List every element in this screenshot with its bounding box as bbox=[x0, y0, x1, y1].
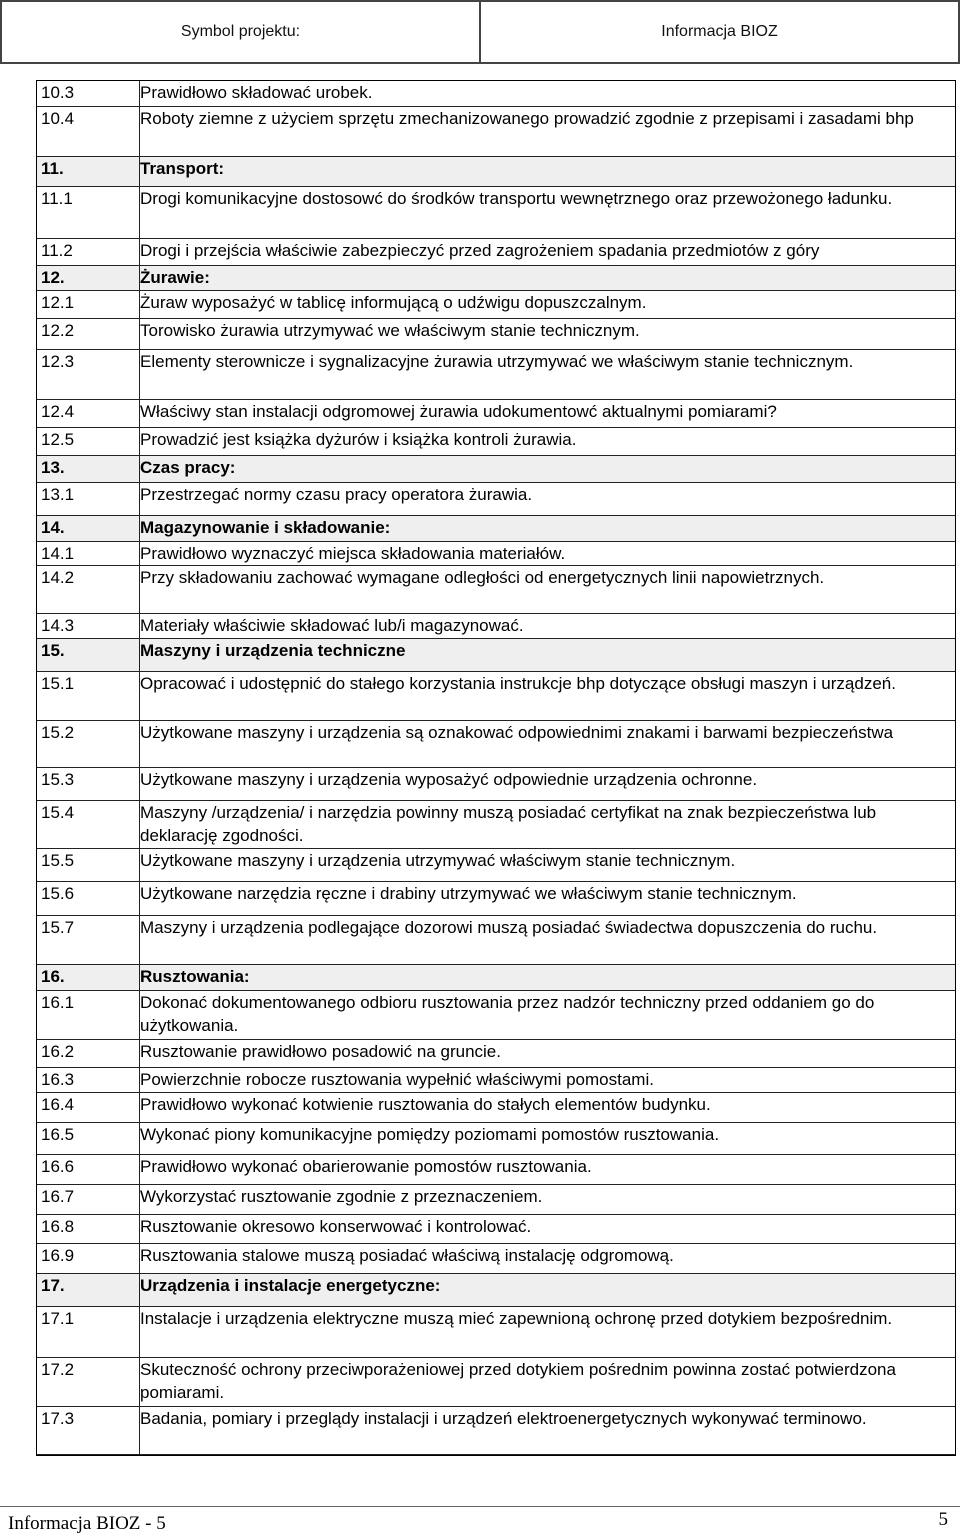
item-text: Skuteczność ochrony przeciwporażeniowej przed dotykiem pośrednim powinna zostać potwierdzona pomiarami. bbox=[140, 1360, 896, 1402]
item-number: 16.4 bbox=[41, 1095, 75, 1114]
table-row bbox=[37, 768, 955, 801]
item-number: 17.2 bbox=[41, 1360, 75, 1379]
item-text: Magazynowanie i składowanie: bbox=[140, 518, 391, 537]
item-text: Elementy sterownicze i sygnalizacyjne żurawia utrzymywać we właściwym stanie technicznym. bbox=[140, 352, 854, 371]
section-header-row bbox=[37, 157, 955, 187]
item-text: Maszyny i urządzenia techniczne bbox=[140, 641, 406, 660]
item-text: Wykonać piony komunikacyjne pomiędzy poziomami pomostów rusztowania. bbox=[140, 1125, 720, 1144]
item-text: Rusztowanie prawidłowo posadowić na gruncie. bbox=[140, 1042, 501, 1061]
item-number: 17. bbox=[41, 1276, 65, 1295]
item-text: Właściwy stan instalacji odgromowej żurawia udokumentowć aktualnymi pomiarami? bbox=[140, 402, 777, 421]
document-title: Informacja BIOZ bbox=[661, 23, 778, 40]
column-divider bbox=[139, 801, 140, 848]
table-row bbox=[37, 1155, 955, 1185]
item-number: 16.6 bbox=[41, 1157, 75, 1176]
column-divider bbox=[139, 1093, 140, 1122]
item-number: 15.3 bbox=[41, 770, 75, 789]
table-row bbox=[37, 291, 955, 319]
column-divider bbox=[139, 639, 140, 671]
item-number: 13.1 bbox=[41, 485, 75, 504]
item-number: 12.2 bbox=[41, 321, 75, 340]
table-row bbox=[37, 991, 955, 1040]
item-text: Drogi i przejścia właściwie zabezpieczyć przed zagrożeniem spadania przedmiotów z góry bbox=[140, 241, 820, 260]
column-divider bbox=[139, 965, 140, 990]
item-text: Prowadzić jest książka dyżurów i książka kontroli żurawia. bbox=[140, 430, 577, 449]
column-divider bbox=[139, 291, 140, 318]
section-header-row bbox=[37, 639, 955, 672]
item-number: 14.3 bbox=[41, 616, 75, 635]
column-divider bbox=[139, 428, 140, 455]
item-text: Instalacje i urządzenia elektryczne muszą mieć zapewnioną ochronę przed dotykiem bezpośrednim. bbox=[140, 1309, 893, 1328]
item-number: 15.1 bbox=[41, 674, 75, 693]
column-divider bbox=[139, 239, 140, 265]
section-header-row bbox=[37, 965, 955, 991]
column-divider bbox=[139, 81, 140, 106]
item-number: 13. bbox=[41, 458, 65, 477]
item-text: Żuraw wyposażyć w tablicę informującą o udźwigu dopuszczalnym. bbox=[140, 293, 647, 312]
item-number: 17.1 bbox=[41, 1309, 75, 1328]
item-text: Użytkowane maszyny i urządzenia wyposażyć odpowiednie urządzenia ochronne. bbox=[140, 770, 758, 789]
item-text: Prawidłowo wykonać obarierowanie pomostów rusztowania. bbox=[140, 1157, 592, 1176]
column-divider bbox=[139, 882, 140, 915]
item-number: 16.2 bbox=[41, 1042, 75, 1061]
table-row bbox=[37, 187, 955, 239]
item-text: Dokonać dokumentowanego odbioru rusztowania przez nadzór techniczny przed oddaniem go do użytkowania. bbox=[140, 993, 875, 1035]
project-symbol-cell bbox=[0, 0, 481, 64]
item-number: 12. bbox=[41, 268, 65, 287]
item-number: 12.5 bbox=[41, 430, 75, 449]
item-text: Materiały właściwie składować lub/i magazynować. bbox=[140, 616, 524, 635]
section-header-row bbox=[37, 516, 955, 542]
column-divider bbox=[139, 1155, 140, 1184]
table-row bbox=[37, 1068, 955, 1093]
item-text: Maszyny i urządzenia podlegające dozorowi muszą posiadać świadectwa dopuszczenia do ruchu. bbox=[140, 918, 878, 937]
column-divider bbox=[139, 768, 140, 800]
footer-doc-label: Informacja BIOZ - 5 bbox=[8, 1513, 166, 1534]
table-row bbox=[37, 350, 955, 400]
item-text: Roboty ziemne z użyciem sprzętu zmechanizowanego prowadzić zgodnie z przepisami i zasadami bhp bbox=[140, 109, 914, 128]
table-row bbox=[37, 1185, 955, 1215]
item-number: 14.1 bbox=[41, 544, 75, 563]
item-number: 11.2 bbox=[41, 241, 73, 260]
table-row bbox=[37, 882, 955, 916]
column-divider bbox=[139, 614, 140, 638]
item-number: 16.8 bbox=[41, 1217, 75, 1236]
item-number: 15.5 bbox=[41, 851, 75, 870]
column-divider bbox=[139, 849, 140, 881]
column-divider bbox=[139, 187, 140, 238]
item-text: Transport: bbox=[140, 159, 225, 178]
column-divider bbox=[139, 1068, 140, 1092]
table-row bbox=[37, 1040, 955, 1068]
table-row bbox=[37, 1407, 955, 1455]
item-text: Powierzchnie robocze rusztowania wypełnić właściwymi pomostami. bbox=[140, 1070, 654, 1089]
safety-requirements-table bbox=[36, 80, 956, 1456]
item-text: Użytkowane narzędzia ręczne i drabiny utrzymywać we właściwym stanie technicznym. bbox=[140, 884, 797, 903]
column-divider bbox=[139, 542, 140, 565]
item-number: 16.3 bbox=[41, 1070, 75, 1089]
page-header bbox=[0, 0, 960, 64]
table-row bbox=[37, 1123, 955, 1155]
item-text: Przy składowaniu zachować wymagane odległości od energetycznych linii napowietrznych. bbox=[140, 568, 825, 587]
item-text: Czas pracy: bbox=[140, 458, 236, 477]
item-text: Urządzenia i instalacje energetyczne: bbox=[140, 1276, 441, 1295]
column-divider bbox=[139, 1215, 140, 1243]
item-number: 15.7 bbox=[41, 918, 75, 937]
item-number: 16.9 bbox=[41, 1246, 75, 1265]
section-header-row bbox=[37, 1274, 955, 1307]
footer-page-number: 5 bbox=[938, 1509, 948, 1530]
item-number: 16.1 bbox=[41, 993, 75, 1012]
item-number: 16.7 bbox=[41, 1187, 75, 1206]
table-row bbox=[37, 566, 955, 614]
item-text: Rusztowania stalowe muszą posiadać właściwą instalację odgromową. bbox=[140, 1246, 674, 1265]
item-text: Torowisko żurawia utrzymywać we właściwym stanie technicznym. bbox=[140, 321, 640, 340]
item-number: 10.3 bbox=[41, 83, 75, 102]
item-number: 14.2 bbox=[41, 568, 75, 587]
column-divider bbox=[139, 350, 140, 399]
item-number: 12.3 bbox=[41, 352, 75, 371]
column-divider bbox=[139, 916, 140, 964]
column-divider bbox=[139, 1358, 140, 1406]
column-divider bbox=[139, 1307, 140, 1357]
table-row bbox=[37, 801, 955, 849]
column-divider bbox=[139, 483, 140, 515]
item-text: Badania, pomiary i przeglądy instalacji i urządzeń elektroenergetycznych wykonywać terminowo. bbox=[140, 1409, 867, 1428]
table-row bbox=[37, 672, 955, 721]
project-symbol-label: Symbol projektu: bbox=[180, 23, 301, 40]
column-divider bbox=[139, 1123, 140, 1154]
footer-rule bbox=[0, 1506, 960, 1507]
column-divider bbox=[139, 672, 140, 720]
column-divider bbox=[139, 1040, 140, 1067]
item-text: Przestrzegać normy czasu pracy operatora żurawia. bbox=[140, 485, 533, 504]
item-number: 16.5 bbox=[41, 1125, 75, 1144]
table-row bbox=[37, 849, 955, 882]
table-row bbox=[37, 542, 955, 566]
item-number: 17.3 bbox=[41, 1409, 75, 1428]
table-row bbox=[37, 1215, 955, 1244]
column-divider bbox=[139, 516, 140, 541]
table-row bbox=[37, 81, 955, 107]
column-divider bbox=[139, 400, 140, 427]
column-divider bbox=[139, 1407, 140, 1454]
column-divider bbox=[139, 1185, 140, 1214]
table-row bbox=[37, 614, 955, 639]
item-text: Prawidłowo wyznaczyć miejsca składowania materiałów. bbox=[140, 544, 566, 563]
item-number: 15.6 bbox=[41, 884, 75, 903]
table-row bbox=[37, 400, 955, 428]
item-number: 14. bbox=[41, 518, 65, 537]
item-text: Maszyny /urządzenia/ i narzędzia powinny muszą posiadać certyfikat na znak bezpieczeństwa lub deklarację zgodności. bbox=[140, 803, 877, 845]
item-number: 12.1 bbox=[41, 293, 75, 312]
column-divider bbox=[139, 1244, 140, 1273]
table-row bbox=[37, 1093, 955, 1123]
item-text: Rusztowanie okresowo konserwować i kontrolować. bbox=[140, 1217, 532, 1236]
section-header-row bbox=[37, 266, 955, 291]
item-text: Rusztowania: bbox=[140, 967, 250, 986]
item-number: 11. bbox=[41, 159, 64, 178]
table-row bbox=[37, 1244, 955, 1274]
column-divider bbox=[139, 721, 140, 767]
item-text: Użytkowane maszyny i urządzenia są oznakować odpowiednimi znakami i barwami bezpieczeństwa bbox=[140, 723, 894, 742]
item-text: Opracować i udostępnić do stałego korzystania instrukcje bhp dotyczące obsługi maszyn i urządzeń. bbox=[140, 674, 896, 693]
table-row bbox=[37, 916, 955, 965]
item-text: Użytkowane maszyny i urządzenia utrzymywać właściwym stanie technicznym. bbox=[140, 851, 736, 870]
column-divider bbox=[139, 107, 140, 156]
section-header-row bbox=[37, 456, 955, 483]
table-row bbox=[37, 1358, 955, 1407]
item-number: 10.4 bbox=[41, 109, 75, 128]
item-text: Drogi komunikacyjne dostosowć do środków transportu wewnętrznego oraz przewożonego ładunku. bbox=[140, 189, 893, 208]
item-number: 15.2 bbox=[41, 723, 75, 742]
item-text: Prawidłowo składować urobek. bbox=[140, 83, 373, 102]
item-number: 12.4 bbox=[41, 402, 75, 421]
column-divider bbox=[139, 566, 140, 613]
item-number: 15. bbox=[41, 641, 65, 660]
column-divider bbox=[139, 266, 140, 290]
table-row bbox=[37, 1307, 955, 1358]
table-row bbox=[37, 107, 955, 157]
item-number: 16. bbox=[41, 967, 65, 986]
column-divider bbox=[139, 991, 140, 1039]
column-divider bbox=[139, 456, 140, 482]
item-text: Prawidłowo wykonać kotwienie rusztowania do stałych elementów budynku. bbox=[140, 1095, 711, 1114]
column-divider bbox=[139, 157, 140, 186]
table-row bbox=[37, 428, 955, 456]
table-row bbox=[37, 239, 955, 266]
document-title-cell bbox=[481, 0, 960, 64]
table-row bbox=[37, 319, 955, 350]
item-number: 11.1 bbox=[41, 189, 73, 208]
item-text: Wykorzystać rusztowanie zgodnie z przeznaczeniem. bbox=[140, 1187, 543, 1206]
table-row bbox=[37, 483, 955, 516]
item-text: Żurawie: bbox=[140, 268, 210, 287]
column-divider bbox=[139, 319, 140, 349]
column-divider bbox=[139, 1274, 140, 1306]
table-row bbox=[37, 721, 955, 768]
item-number: 15.4 bbox=[41, 803, 75, 822]
